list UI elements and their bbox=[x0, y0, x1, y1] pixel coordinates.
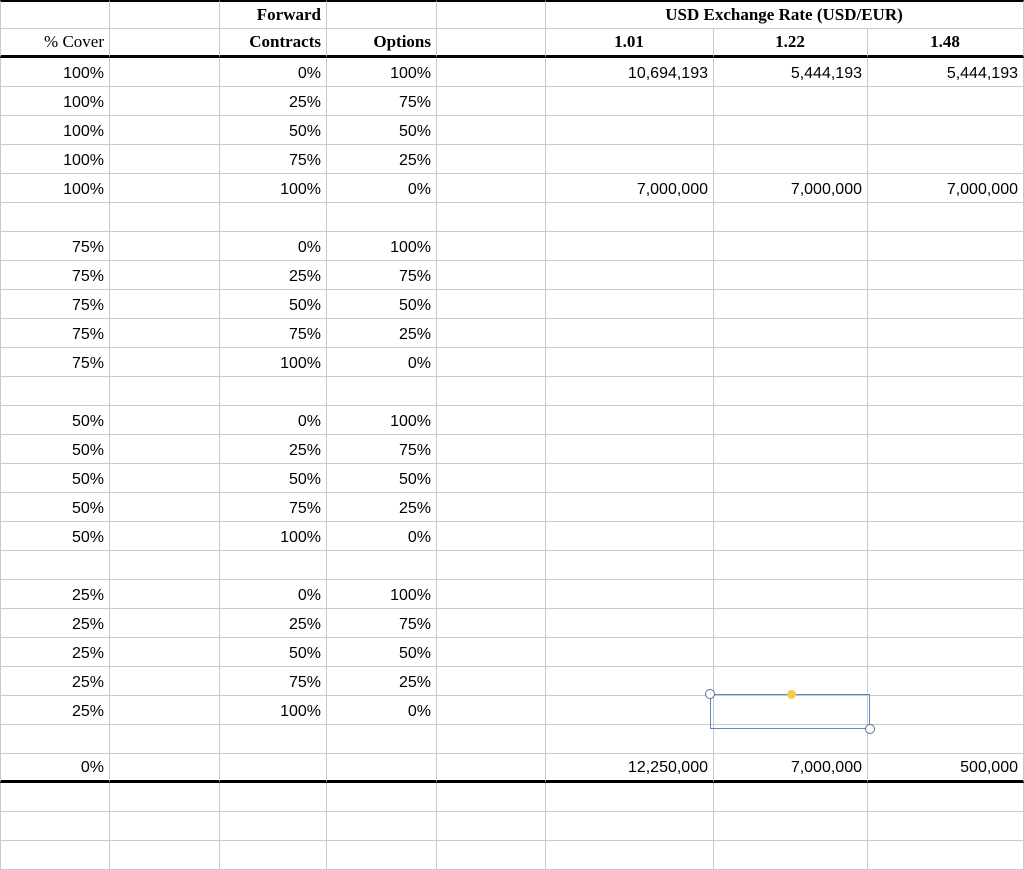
header-forward-bottom[interactable]: Contracts bbox=[220, 29, 327, 58]
header-cell-d1[interactable] bbox=[327, 0, 437, 29]
rate-3-cell[interactable] bbox=[868, 725, 1024, 754]
cover-cell[interactable]: 25% bbox=[0, 696, 110, 725]
empty-cell[interactable] bbox=[437, 319, 546, 348]
options-cell[interactable]: 25% bbox=[327, 493, 437, 522]
header-options[interactable]: Options bbox=[327, 29, 437, 58]
rate-1-cell[interactable] bbox=[546, 783, 714, 812]
cover-cell[interactable]: 25% bbox=[0, 638, 110, 667]
options-cell[interactable] bbox=[327, 783, 437, 812]
options-cell[interactable]: 25% bbox=[327, 319, 437, 348]
rate-1-cell[interactable] bbox=[546, 551, 714, 580]
header-rate-2[interactable]: 1.22 bbox=[714, 29, 868, 58]
empty-cell[interactable] bbox=[110, 203, 220, 232]
header-cell-a1[interactable] bbox=[0, 0, 110, 29]
rate-2-cell[interactable]: 7,000,000 bbox=[714, 754, 868, 783]
empty-cell[interactable] bbox=[110, 261, 220, 290]
rate-3-cell[interactable] bbox=[868, 812, 1024, 841]
forward-cell[interactable]: 75% bbox=[220, 319, 327, 348]
rate-3-cell[interactable] bbox=[868, 348, 1024, 377]
rate-3-cell[interactable] bbox=[868, 638, 1024, 667]
options-cell[interactable]: 25% bbox=[327, 667, 437, 696]
rate-2-cell[interactable] bbox=[714, 348, 868, 377]
rate-3-cell[interactable] bbox=[868, 696, 1024, 725]
empty-cell[interactable] bbox=[437, 783, 546, 812]
rate-1-cell[interactable] bbox=[546, 87, 714, 116]
forward-cell[interactable]: 25% bbox=[220, 87, 327, 116]
forward-cell[interactable] bbox=[220, 377, 327, 406]
empty-cell[interactable] bbox=[110, 116, 220, 145]
empty-cell[interactable] bbox=[110, 290, 220, 319]
rate-3-cell[interactable] bbox=[868, 377, 1024, 406]
rate-3-cell[interactable] bbox=[868, 667, 1024, 696]
rate-3-cell[interactable] bbox=[868, 406, 1024, 435]
cover-cell[interactable]: 0% bbox=[0, 754, 110, 783]
cover-cell[interactable]: 50% bbox=[0, 406, 110, 435]
empty-cell[interactable] bbox=[110, 783, 220, 812]
empty-cell[interactable] bbox=[437, 638, 546, 667]
forward-cell[interactable]: 25% bbox=[220, 609, 327, 638]
empty-cell[interactable] bbox=[437, 58, 546, 87]
empty-cell[interactable] bbox=[437, 203, 546, 232]
forward-cell[interactable]: 50% bbox=[220, 290, 327, 319]
empty-cell[interactable] bbox=[437, 725, 546, 754]
empty-cell[interactable] bbox=[110, 493, 220, 522]
cover-cell[interactable]: 100% bbox=[0, 145, 110, 174]
forward-cell[interactable] bbox=[220, 725, 327, 754]
empty-cell[interactable] bbox=[110, 406, 220, 435]
forward-cell[interactable]: 75% bbox=[220, 667, 327, 696]
rate-3-cell[interactable] bbox=[868, 116, 1024, 145]
cover-cell[interactable]: 25% bbox=[0, 667, 110, 696]
cover-cell[interactable] bbox=[0, 725, 110, 754]
rate-1-cell[interactable] bbox=[546, 116, 714, 145]
empty-cell[interactable] bbox=[437, 174, 546, 203]
empty-cell[interactable] bbox=[437, 522, 546, 551]
options-cell[interactable] bbox=[327, 377, 437, 406]
cover-cell[interactable]: 75% bbox=[0, 290, 110, 319]
rate-1-cell[interactable] bbox=[546, 580, 714, 609]
empty-cell[interactable] bbox=[437, 609, 546, 638]
rate-1-cell[interactable] bbox=[546, 667, 714, 696]
rate-3-cell[interactable] bbox=[868, 464, 1024, 493]
rate-1-cell[interactable] bbox=[546, 348, 714, 377]
cover-cell[interactable]: 50% bbox=[0, 464, 110, 493]
rate-1-cell[interactable] bbox=[546, 812, 714, 841]
options-cell[interactable]: 75% bbox=[327, 609, 437, 638]
forward-cell[interactable]: 50% bbox=[220, 464, 327, 493]
rate-1-cell[interactable] bbox=[546, 725, 714, 754]
options-cell[interactable] bbox=[327, 841, 437, 870]
selection-handle-top[interactable] bbox=[787, 690, 796, 699]
empty-cell[interactable] bbox=[437, 841, 546, 870]
empty-cell[interactable] bbox=[437, 551, 546, 580]
options-cell[interactable]: 25% bbox=[327, 145, 437, 174]
rate-2-cell[interactable] bbox=[714, 435, 868, 464]
options-cell[interactable]: 75% bbox=[327, 87, 437, 116]
forward-cell[interactable] bbox=[220, 841, 327, 870]
empty-cell[interactable] bbox=[437, 348, 546, 377]
rate-1-cell[interactable] bbox=[546, 377, 714, 406]
rate-1-cell[interactable] bbox=[546, 841, 714, 870]
empty-cell[interactable] bbox=[437, 580, 546, 609]
rate-3-cell[interactable] bbox=[868, 290, 1024, 319]
rate-1-cell[interactable] bbox=[546, 493, 714, 522]
options-cell[interactable]: 0% bbox=[327, 348, 437, 377]
forward-cell[interactable]: 0% bbox=[220, 406, 327, 435]
forward-cell[interactable] bbox=[220, 754, 327, 783]
empty-cell[interactable] bbox=[110, 377, 220, 406]
selection-handle-bottom-right[interactable] bbox=[865, 724, 875, 734]
empty-cell[interactable] bbox=[437, 116, 546, 145]
empty-cell[interactable] bbox=[437, 377, 546, 406]
rate-1-cell[interactable] bbox=[546, 435, 714, 464]
empty-cell[interactable] bbox=[110, 609, 220, 638]
options-cell[interactable]: 75% bbox=[327, 435, 437, 464]
rate-3-cell[interactable] bbox=[868, 145, 1024, 174]
rate-1-cell[interactable] bbox=[546, 145, 714, 174]
options-cell[interactable]: 0% bbox=[327, 522, 437, 551]
forward-cell[interactable] bbox=[220, 203, 327, 232]
options-cell[interactable]: 75% bbox=[327, 261, 437, 290]
cover-cell[interactable]: 50% bbox=[0, 522, 110, 551]
cover-cell[interactable] bbox=[0, 812, 110, 841]
rate-3-cell[interactable] bbox=[868, 261, 1024, 290]
rate-2-cell[interactable] bbox=[714, 580, 868, 609]
rate-3-cell[interactable] bbox=[868, 232, 1024, 261]
rate-1-cell[interactable] bbox=[546, 232, 714, 261]
rate-2-cell[interactable] bbox=[714, 145, 868, 174]
cover-cell[interactable]: 50% bbox=[0, 493, 110, 522]
rate-2-cell[interactable] bbox=[714, 232, 868, 261]
rate-2-cell[interactable] bbox=[714, 116, 868, 145]
empty-cell[interactable] bbox=[437, 145, 546, 174]
rate-2-cell[interactable] bbox=[714, 638, 868, 667]
rate-2-cell[interactable] bbox=[714, 725, 868, 754]
forward-cell[interactable] bbox=[220, 812, 327, 841]
forward-cell[interactable]: 75% bbox=[220, 145, 327, 174]
rate-2-cell[interactable] bbox=[714, 87, 868, 116]
forward-cell[interactable]: 50% bbox=[220, 638, 327, 667]
forward-cell[interactable]: 25% bbox=[220, 435, 327, 464]
rate-3-cell[interactable] bbox=[868, 841, 1024, 870]
cover-cell[interactable]: 75% bbox=[0, 232, 110, 261]
empty-cell[interactable] bbox=[437, 667, 546, 696]
forward-cell[interactable]: 75% bbox=[220, 493, 327, 522]
rate-2-cell[interactable] bbox=[714, 841, 868, 870]
rate-3-cell[interactable]: 500,000 bbox=[868, 754, 1024, 783]
rate-1-cell[interactable] bbox=[546, 464, 714, 493]
options-cell[interactable]: 100% bbox=[327, 406, 437, 435]
cover-cell[interactable]: 50% bbox=[0, 435, 110, 464]
header-cell-b1[interactable] bbox=[110, 0, 220, 29]
cover-cell[interactable]: 100% bbox=[0, 174, 110, 203]
cover-cell[interactable] bbox=[0, 783, 110, 812]
empty-cell[interactable] bbox=[437, 406, 546, 435]
rate-3-cell[interactable] bbox=[868, 203, 1024, 232]
rate-3-cell[interactable] bbox=[868, 783, 1024, 812]
empty-cell[interactable] bbox=[110, 638, 220, 667]
rate-2-cell[interactable] bbox=[714, 464, 868, 493]
rate-2-cell[interactable] bbox=[714, 551, 868, 580]
cover-cell[interactable]: 100% bbox=[0, 58, 110, 87]
empty-cell[interactable] bbox=[110, 232, 220, 261]
rate-3-cell[interactable] bbox=[868, 435, 1024, 464]
rate-3-cell[interactable] bbox=[868, 87, 1024, 116]
options-cell[interactable]: 50% bbox=[327, 290, 437, 319]
rate-1-cell[interactable] bbox=[546, 696, 714, 725]
header-rate-1[interactable]: 1.01 bbox=[546, 29, 714, 58]
rate-2-cell[interactable] bbox=[714, 783, 868, 812]
forward-cell[interactable]: 100% bbox=[220, 696, 327, 725]
empty-cell[interactable] bbox=[110, 435, 220, 464]
forward-cell[interactable]: 0% bbox=[220, 58, 327, 87]
options-cell[interactable] bbox=[327, 551, 437, 580]
rate-2-cell[interactable] bbox=[714, 493, 868, 522]
empty-cell[interactable] bbox=[437, 754, 546, 783]
forward-cell[interactable]: 100% bbox=[220, 522, 327, 551]
rate-3-cell[interactable] bbox=[868, 580, 1024, 609]
rate-1-cell[interactable] bbox=[546, 406, 714, 435]
options-cell[interactable] bbox=[327, 725, 437, 754]
forward-cell[interactable]: 25% bbox=[220, 261, 327, 290]
forward-cell[interactable]: 100% bbox=[220, 348, 327, 377]
forward-cell[interactable]: 100% bbox=[220, 174, 327, 203]
forward-cell[interactable] bbox=[220, 551, 327, 580]
rate-3-cell[interactable]: 7,000,000 bbox=[868, 174, 1024, 203]
empty-cell[interactable] bbox=[110, 696, 220, 725]
empty-cell[interactable] bbox=[110, 725, 220, 754]
empty-cell[interactable] bbox=[110, 841, 220, 870]
rate-1-cell[interactable] bbox=[546, 609, 714, 638]
empty-cell[interactable] bbox=[110, 464, 220, 493]
options-cell[interactable]: 100% bbox=[327, 58, 437, 87]
options-cell[interactable]: 100% bbox=[327, 580, 437, 609]
rate-3-cell[interactable] bbox=[868, 319, 1024, 348]
options-cell[interactable] bbox=[327, 754, 437, 783]
rate-3-cell[interactable] bbox=[868, 493, 1024, 522]
cover-cell[interactable]: 100% bbox=[0, 87, 110, 116]
options-cell[interactable]: 0% bbox=[327, 696, 437, 725]
options-cell[interactable] bbox=[327, 203, 437, 232]
rate-3-cell[interactable] bbox=[868, 551, 1024, 580]
cover-cell[interactable]: 75% bbox=[0, 261, 110, 290]
options-cell[interactable]: 50% bbox=[327, 638, 437, 667]
empty-cell[interactable] bbox=[110, 174, 220, 203]
cover-cell[interactable]: 75% bbox=[0, 319, 110, 348]
rate-1-cell[interactable] bbox=[546, 638, 714, 667]
options-cell[interactable] bbox=[327, 812, 437, 841]
empty-cell[interactable] bbox=[437, 290, 546, 319]
selection-handle-top-left[interactable] bbox=[705, 689, 715, 699]
header-usd-exchange-rate[interactable]: USD Exchange Rate (USD/EUR) bbox=[546, 0, 1024, 29]
empty-cell[interactable] bbox=[110, 580, 220, 609]
options-cell[interactable]: 0% bbox=[327, 174, 437, 203]
empty-cell[interactable] bbox=[110, 87, 220, 116]
rate-2-cell[interactable] bbox=[714, 406, 868, 435]
rate-3-cell[interactable]: 5,444,193 bbox=[868, 58, 1024, 87]
empty-cell[interactable] bbox=[110, 58, 220, 87]
options-cell[interactable]: 50% bbox=[327, 464, 437, 493]
options-cell[interactable]: 100% bbox=[327, 232, 437, 261]
header-cell-e2[interactable] bbox=[437, 29, 546, 58]
cover-cell[interactable] bbox=[0, 203, 110, 232]
rate-2-cell[interactable]: 7,000,000 bbox=[714, 174, 868, 203]
header-forward-top[interactable]: Forward bbox=[220, 0, 327, 29]
rate-2-cell[interactable] bbox=[714, 290, 868, 319]
rate-1-cell[interactable] bbox=[546, 319, 714, 348]
empty-cell[interactable] bbox=[437, 493, 546, 522]
empty-cell[interactable] bbox=[437, 464, 546, 493]
empty-cell[interactable] bbox=[110, 667, 220, 696]
header-cell-b2[interactable] bbox=[110, 29, 220, 58]
header-cover[interactable]: % Cover bbox=[0, 29, 110, 58]
cover-cell[interactable]: 75% bbox=[0, 348, 110, 377]
empty-cell[interactable] bbox=[110, 319, 220, 348]
empty-cell[interactable] bbox=[110, 522, 220, 551]
forward-cell[interactable] bbox=[220, 783, 327, 812]
rate-2-cell[interactable]: 5,444,193 bbox=[714, 58, 868, 87]
rate-1-cell[interactable] bbox=[546, 203, 714, 232]
empty-cell[interactable] bbox=[437, 696, 546, 725]
cover-cell[interactable]: 100% bbox=[0, 116, 110, 145]
rate-1-cell[interactable] bbox=[546, 522, 714, 551]
rate-1-cell[interactable]: 7,000,000 bbox=[546, 174, 714, 203]
rate-1-cell[interactable] bbox=[546, 290, 714, 319]
cover-cell[interactable] bbox=[0, 377, 110, 406]
rate-2-cell[interactable] bbox=[714, 261, 868, 290]
rate-2-cell[interactable] bbox=[714, 377, 868, 406]
rate-3-cell[interactable] bbox=[868, 522, 1024, 551]
empty-cell[interactable] bbox=[110, 754, 220, 783]
forward-cell[interactable]: 0% bbox=[220, 580, 327, 609]
cover-cell[interactable] bbox=[0, 551, 110, 580]
rate-2-cell[interactable] bbox=[714, 609, 868, 638]
empty-cell[interactable] bbox=[437, 435, 546, 464]
header-rate-3[interactable]: 1.48 bbox=[868, 29, 1024, 58]
rate-2-cell[interactable] bbox=[714, 522, 868, 551]
forward-cell[interactable]: 0% bbox=[220, 232, 327, 261]
rate-2-cell[interactable] bbox=[714, 812, 868, 841]
rate-1-cell[interactable]: 12,250,000 bbox=[546, 754, 714, 783]
rate-3-cell[interactable] bbox=[868, 609, 1024, 638]
empty-cell[interactable] bbox=[110, 145, 220, 174]
cover-cell[interactable]: 25% bbox=[0, 580, 110, 609]
empty-cell[interactable] bbox=[110, 812, 220, 841]
empty-cell[interactable] bbox=[110, 551, 220, 580]
header-cell-e1[interactable] bbox=[437, 0, 546, 29]
rate-1-cell[interactable]: 10,694,193 bbox=[546, 58, 714, 87]
cover-cell[interactable] bbox=[0, 841, 110, 870]
rate-2-cell[interactable] bbox=[714, 319, 868, 348]
rate-2-cell[interactable] bbox=[714, 203, 868, 232]
empty-cell[interactable] bbox=[437, 232, 546, 261]
empty-cell[interactable] bbox=[437, 261, 546, 290]
empty-cell[interactable] bbox=[437, 812, 546, 841]
cell-selection-box[interactable] bbox=[710, 694, 870, 729]
empty-cell[interactable] bbox=[110, 348, 220, 377]
rate-1-cell[interactable] bbox=[546, 261, 714, 290]
options-cell[interactable]: 50% bbox=[327, 116, 437, 145]
empty-cell[interactable] bbox=[437, 87, 546, 116]
forward-cell[interactable]: 50% bbox=[220, 116, 327, 145]
cover-cell[interactable]: 25% bbox=[0, 609, 110, 638]
